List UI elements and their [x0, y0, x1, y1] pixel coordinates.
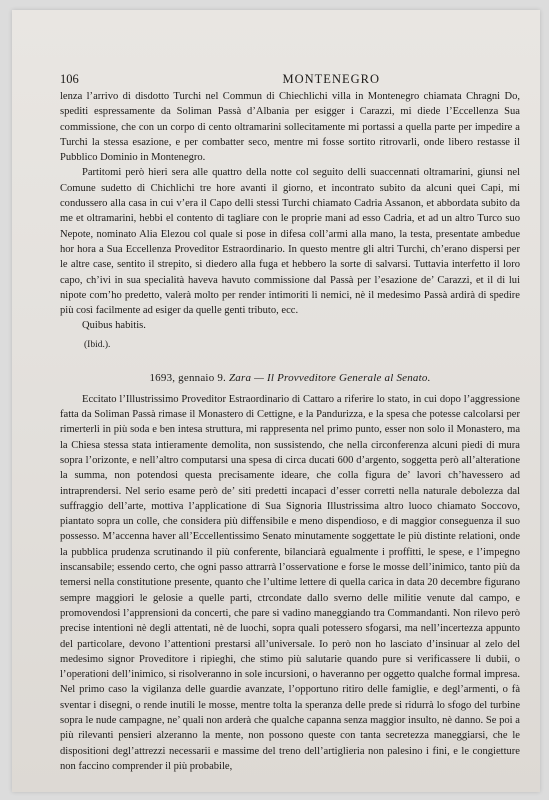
document-page [12, 10, 540, 792]
letter2-title: Zara — Il Provveditore Generale al Senato. [228, 371, 431, 384]
letter2-heading [60, 372, 520, 384]
letter1-source: (Ibid.). [84, 339, 111, 350]
letter2-date: 1693, gennaio 9. [149, 371, 226, 384]
letter1-paragraph-1: lenza l’arrivo di disdotto Turchi nel Commun di Chiechlichi villa in Montenegro chiamata Chragni Do, spediti espressamente da Soliman Passà d’Albania per esigger i Carazzi, mi diede l’Eccellenza Sua commissione, che con un corpo di cento oltramarini sollecitamente mi portassi a quella parte per impedire a Turchi la stessa esazione, e per combatter seco, mentre mi fosse sortito ritrovarli, onde libero restasse il Pubblico Dominio in Montenegro. [60, 91, 520, 164]
running-header [60, 72, 520, 87]
letter1-closing: Quibus habitis. [82, 320, 146, 332]
page-number: 106 [60, 72, 79, 86]
letter2-body: Eccitato l’Illustrissimo Proveditor Estraordinario di Cattaro a riferire lo stato, in cui dopo l’aggressione fatta da Soliman Passà rimase il Monastero di Cettigne, e la Pandurizza, e la spesa che potesse calcolarsi per rimerterli in più soda e ben intesa struttura, mi rappresenta nel primo punto, esser non solo il Monastero, ma la Chiesa stessa stata intieramente demolita, non sussistendo, che nella circonferenza alcuni piedi di mura sopra l’orizonte, e nell’altro computarsi una spesa di circa ducati 600 d’argento, soggetta però all’alteratione la summa, non potendosi questa precisamente ideare, che colla figura de’ lavori ch’havessero ad intraprendersi. Nel serio esame però de’ siti predetti incapaci d’esser corretti nella naturale debolezza dal suffraggio dell’arte, mottiva l’applicatione di Sua Signoria Illustrissima altro luoco chiamato Soccovo, piantato sopra un colle, che considera più diffensibile e meno dispendioso, e di maggior conseguenza il suo possesso. M’accenna haver all’Eccellentissimo Senato minutamente soggettate le più distinte relationi, onde la pubblica prudenza scrutinando il più conferente, bilanciarà egualmente i proffitti, le spese, e l’impegno inscansabile; essendo certo, che ogni passo attrarrà l’osservatione e forse le mosse dell’inimico, tanto più da temersi nella constitutione presente, quanto che l’ultime lettere di quella carica in data 20 decembre figurano sempre maggiori le gelosie a quelle parti, ctrcondate dallo sverno delle militie venute dal campo, e promovendosi l’apprensioni da concerti, che pare si vadino maneggiando tra Commandanti. Non rilevo però precise intentioni nè degli attentati, nè de luochi, sopra quali potessero sfogarsi, ma nell’incertezza appunto del particolare, devono l’attentioni prestarsi all’universale. Io però non ho lasciato d’insinuar al zelo del medesimo signor Proveditore i ripieghi, che stimo più salutarie quando pure si verificassere li dubii, o l’operationi dell’inimico, si risolveranno in sole incursioni, o haveranno per oggetto qualche formal impresa. Nel primo caso la vigilanza delle guardie avanzate, l’opportuno ritiro delle famiglie, e degl’armenti, o fà sventar i disegni, o rende inutili le mosse, mentre tolta la speranza delle prede si ridurrà lo sfogo del turbine sopra le nude campagne, ne’ quali non arderà che qualche capanna senza maggior insulto, nè danno. Se poi a più rilevanti pensieri alzeranno la mente, non possono queste con tanta secretezza maneggiarsi, che le dispositioni degl’attrezzi necessarii e massime del treno dell’artiglieria non palesino i fini, e le congietture non faccino comprender il più probabile, [60, 393, 520, 772]
letter1-paragraph-2: Partitomi però hieri sera alle quattro della notte col seguito delli suaccennati oltramarini, giunsi nel Comune sudetto di Chichlichi tre hore avanti il giorno, et incontrato subito da alcuni quei Capi, mi condussero alla casa in cui v’era il Capo delli stessi Turchi chiamato Cadria Assanon, et abbordata subito da me et oltramarini, hebbi el contento di tagliare con le proprie mani ad esso Cadria, et ad un altro Turco suo Nepote, nominato Alia Elezou col quale si pose in difesa coll’armi alla mano, la testa, presentate ambedue hor hora a Sua Eccellenza Proveditor Estraordinario. In questo mentre gli altri Turchi, ch’erano dispersi per le altre case, sentito il strepito, si diedero alla fuga et hebbero la sorte di salvarsi. Tuttavia interfetto il loro capo, ch’ivi in sua specialità haveva havuto commissione dal Passà per l’esazione de’ Carazzi, et il di lui nipote com’ho predetto, valerà molto per render intimoriti li nemici, nè il medesimo Passà ardirà di spedire più così facilmente ad esiger da quelle genti tributo, ecc. [60, 167, 520, 317]
page-content [60, 72, 520, 774]
running-title: MONTENEGRO [282, 72, 380, 86]
